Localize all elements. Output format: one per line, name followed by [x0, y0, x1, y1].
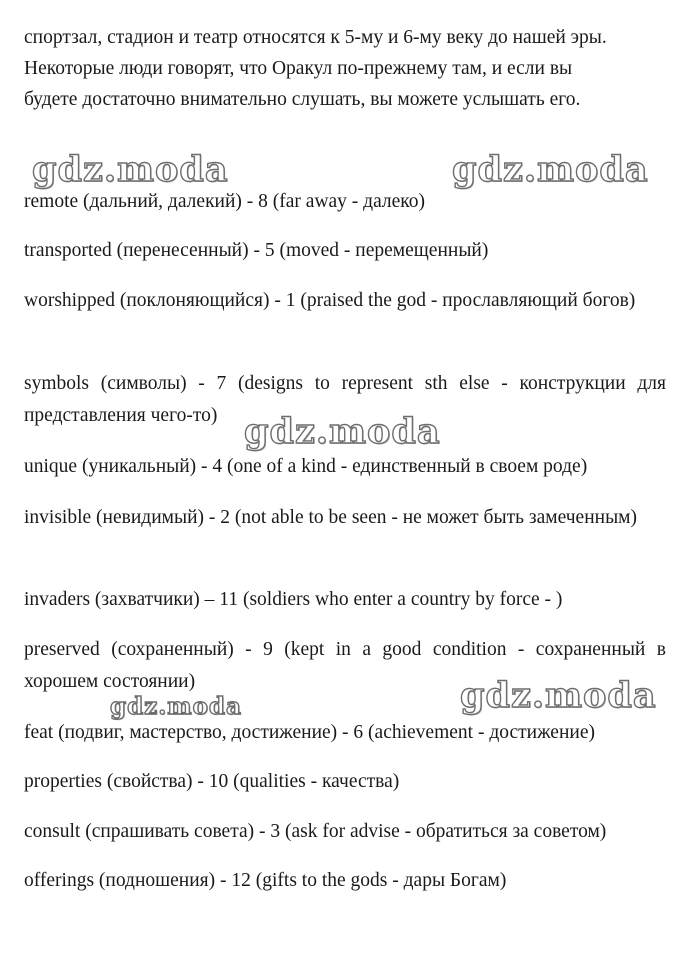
intro-paragraph: [24, 22, 674, 115]
vocab-entry-transported: transported (перенесенный) - 5 (moved - перемещенный): [24, 240, 489, 261]
vocab-entry-invisible: invisible (невидимый) - 2 (not able to be seen - не может быть замеченным): [24, 507, 638, 528]
vocab-entry-unique: unique (уникальный) - 4 (one of a kind - единственный в своем роде): [24, 456, 588, 477]
intro-line: будете достаточно внимательно слушать, вы можете услышать его.: [24, 89, 581, 110]
watermark-logo: gdz.moda: [244, 411, 441, 452]
vocab-entry-remote: remote (дальний, далекий) - 8 (far away - далеко): [24, 191, 426, 212]
vocab-entry-invaders: invaders (захватчики) – 11 (soldiers who enter a country by force - ): [24, 589, 563, 610]
vocab-entry-consult: consult (спрашивать совета) - 3 (ask for advise - обратиться за советом): [24, 821, 607, 842]
watermark-logo: gdz.moda: [110, 693, 242, 720]
vocab-entry-preserved: preserved (сохраненный) - 9 (kept in a good condition - сохраненный в хорошем состоянии): [24, 639, 666, 692]
vocab-entry-properties: properties (свойства) - 10 (qualities - качества): [24, 771, 400, 792]
vocab-entry-offerings: offerings (подношения) - 12 (gifts to the gods - дары Богам): [24, 870, 507, 891]
intro-line: Некоторые люди говорят, что Оракул по-прежнему там, и если вы: [24, 58, 573, 79]
watermark-logo: gdz.moda: [452, 149, 649, 190]
intro-line: спортзал, стадион и театр относятся к 5-му и 6-му веку до нашей эры.: [24, 27, 607, 48]
vocab-entry-feat: feat (подвиг, мастерство, достижение) - 6 (achievement - достижение): [24, 722, 595, 743]
watermark-logo: gdz.moda: [460, 675, 657, 716]
vocab-entry-worshipped: worshipped (поклоняющийся) - 1 (praised the god - прославляющий богов): [24, 290, 636, 311]
watermark-logo: gdz.moda: [32, 149, 229, 190]
vocab-entry-symbols: symbols (символы) - 7 (designs to represent sth else - конструкции для представления чего-то): [24, 373, 666, 426]
